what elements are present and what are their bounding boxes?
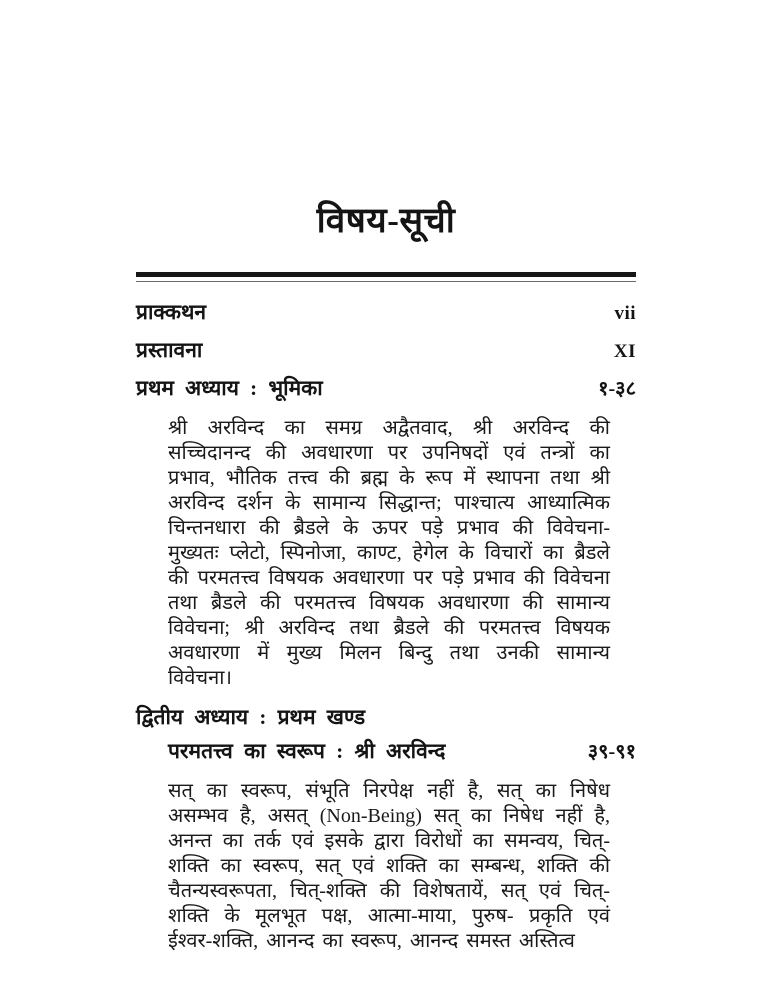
- foreword-label: प्राक्कथन: [136, 299, 207, 324]
- toc-row-foreword: [136, 299, 636, 326]
- chapter-2-summary: सत् का स्वरूप, संभूति निरपेक्ष नहीं है, सत् का निषेध असम्भव है, असत् (Non-Being) सत् का निषेध नहीं है, अनन्त का तर्क एवं इसके द्वारा विरोधों का समन्वय, चित्-शक्ति का स्वरूप, सत् एवं शक्ति का सम्बन्ध, शक्ति की चैतन्यस्वरूपता, चित्-शक्ति की विशेषतायें, सत् एवं चित्-शक्ति के मूलभूत पक्ष, आत्मा-माया, पुरुष- प्रकृति एवं ईश्वर-शक्ति, आनन्द का स्वरूप, आनन्द समस्त अस्तित्व: [168, 780, 610, 953]
- chapter-2-subheading: परमतत्त्व का स्वरूप : श्री अरविन्द: [168, 739, 446, 764]
- chapter-2-heading: द्वितीय अध्याय : प्रथम खण्ड: [136, 705, 366, 729]
- chapter-2-page-range: ३९-९१: [587, 741, 636, 764]
- title-divider: [136, 272, 636, 282]
- page-title: विषय-सूची: [316, 201, 456, 240]
- divider-thick-line: [136, 272, 636, 277]
- toc-row-chapter-1: [136, 375, 636, 402]
- chapter-1-page-range: १-३८: [598, 378, 636, 400]
- divider-thin-line: [136, 281, 636, 282]
- chapter-1-summary: श्री अरविन्द का समग्र अद्वैतवाद, श्री अरविन्द की सच्चिदानन्द की अवधारणा पर उपनिषदों एवं तन्त्रों का प्रभाव, भौतिक तत्त्व की ब्रह्म के रूप में स्थापना तथा श्री अरविन्द दर्शन के सामान्य सिद्धान्त; पाश्चात्य आध्यात्मिक चिन्तनधारा की ब्रैडले के ऊपर पड़े प्रभाव की विवेचना-मुख्यतः प्लेटो, स्पिनोजा, काण्ट, हेगेल के विचारों का ब्रैडले की परमतत्त्व विषयक अवधारणा पर पड़े प्रभाव की विवेचना तथा ब्रैडले की परमतत्त्व विषयक अवधारणा की सामान्य विवेचना; श्री अरविन्द तथा ब्रैडले की परमतत्त्व विषयक अवधारणा में मुख्य मिलन बिन्दु तथा उनकी सामान्य विवेचना।: [168, 417, 610, 689]
- toc-content-column: [136, 0, 636, 954]
- introduction-page-number: XI: [613, 341, 636, 363]
- introduction-label: प्रस्तावना: [136, 338, 203, 363]
- chapter-1-heading: प्रथम अध्याय : भूमिका: [136, 376, 323, 400]
- foreword-page-number: vii: [614, 302, 636, 324]
- toc-row-introduction: [136, 337, 636, 364]
- toc-row-chapter-2: [136, 704, 636, 765]
- chapter-2-subheading-row: [168, 738, 636, 765]
- chapter-2-heading-row: [136, 704, 636, 730]
